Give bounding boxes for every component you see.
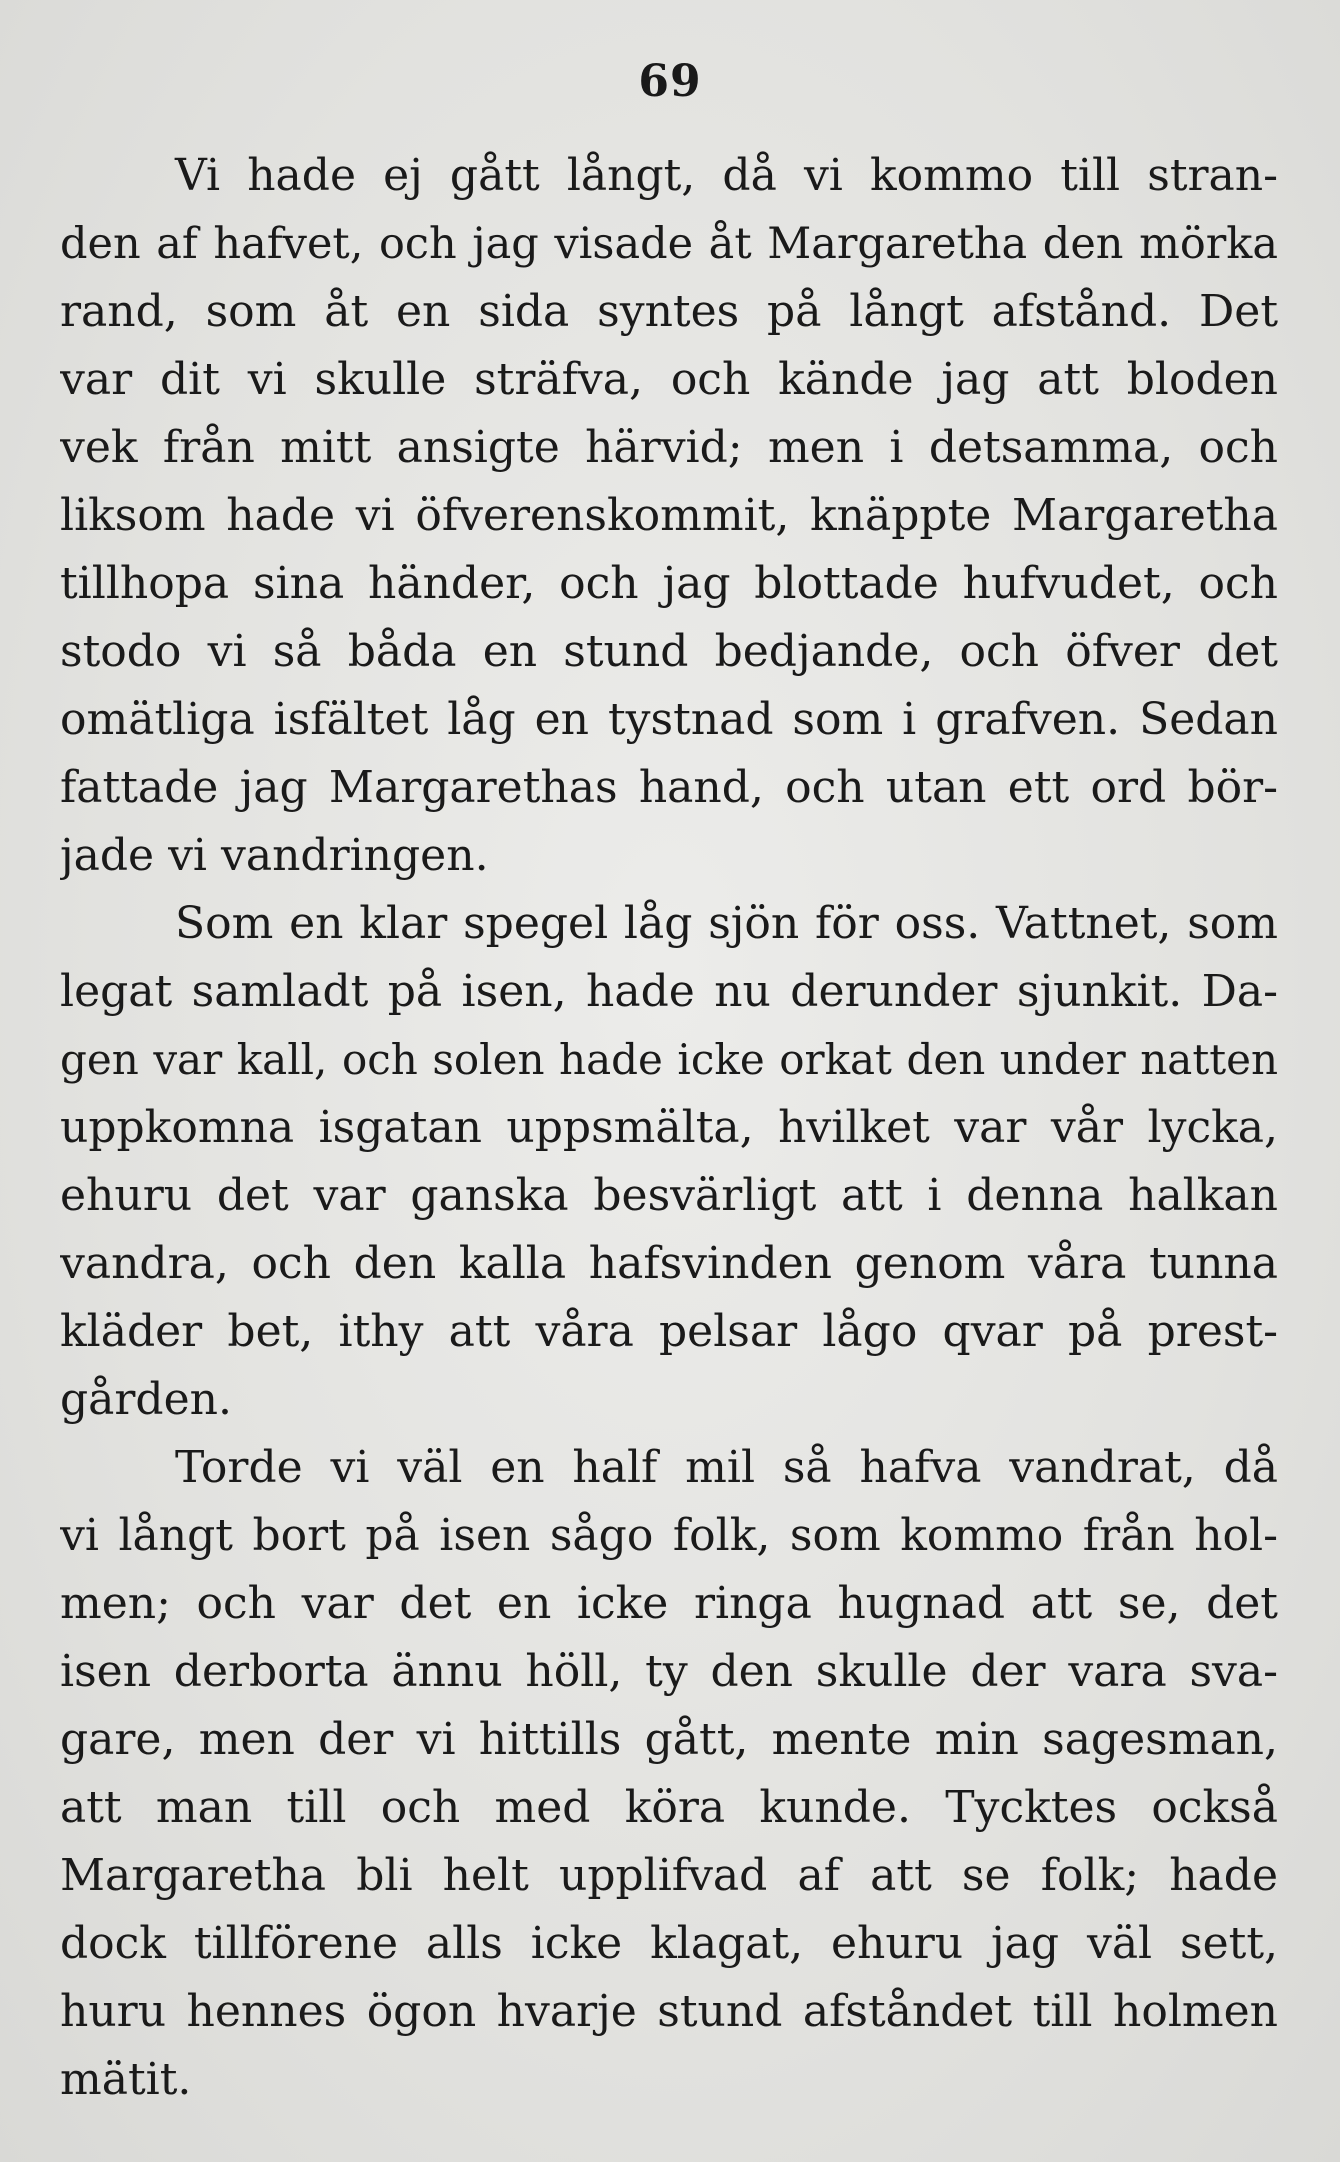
text-line: Torde vi väl en half mil så hafva vandrat, då bbox=[175, 1442, 1278, 1493]
text-line: var dit vi skulle sträfva, och kände jag att bloden bbox=[60, 354, 1278, 405]
text-line: Som en klar spegel låg sjön för oss. Vattnet, som bbox=[175, 898, 1278, 949]
text-line: tillhopa sina händer, och jag blottade hufvudet, och bbox=[60, 558, 1278, 609]
text-line: omätliga isfältet låg en tystnad som i grafven. Sedan bbox=[60, 694, 1278, 745]
text-line: ehuru det var ganska besvärligt att i denna halkan bbox=[60, 1170, 1278, 1221]
text-line: Vi hade ej gått långt, då vi kommo till stran- bbox=[175, 150, 1278, 201]
text-line: jade vi vandringen. bbox=[60, 830, 489, 881]
text-line: vandra, och den kalla hafsvinden genom våra tunna bbox=[60, 1238, 1278, 1289]
text-line: vek från mitt ansigte härvid; men i detsamma, och bbox=[60, 422, 1278, 473]
text-line: vi långt bort på isen sågo folk, som kommo från hol- bbox=[60, 1510, 1278, 1561]
text-line: att man till och med köra kunde. Tycktes också bbox=[60, 1782, 1278, 1833]
text-line: gården. bbox=[60, 1374, 232, 1425]
text-line: rand, som åt en sida syntes på långt afstånd. Det bbox=[60, 286, 1278, 337]
text-line: kläder bet, ithy att våra pelsar lågo qvar på prest- bbox=[60, 1306, 1278, 1357]
text-line: gare, men der vi hittills gått, mente min sagesman, bbox=[60, 1714, 1278, 1765]
text-line: liksom hade vi öfverenskommit, knäppte Margaretha bbox=[60, 490, 1278, 541]
text-line: gen var kall, och solen hade icke orkat den under natten bbox=[60, 1035, 1278, 1084]
text-line: legat samladt på isen, hade nu derunder sjunkit. Da- bbox=[60, 966, 1278, 1017]
text-line: men; och var det en icke ringa hugnad att se, det bbox=[60, 1578, 1278, 1629]
text-line: stodo vi så båda en stund bedjande, och öfver det bbox=[60, 626, 1278, 677]
text-line: huru hennes ögon hvarje stund afståndet till holmen bbox=[60, 1986, 1278, 2037]
text-line: dock tillförene alls icke klagat, ehuru jag väl sett, bbox=[60, 1918, 1278, 1969]
text-line: uppkomna isgatan uppsmälta, hvilket var vår lycka, bbox=[60, 1102, 1278, 1153]
text-line: fattade jag Margarethas hand, och utan ett ord bör- bbox=[60, 762, 1278, 813]
body-text bbox=[60, 142, 1278, 2114]
text-line: Margaretha bli helt upplifvad af att se folk; hade bbox=[60, 1850, 1278, 1901]
text-line: isen derborta ännu höll, ty den skulle der vara sva- bbox=[60, 1646, 1278, 1697]
text-line: mätit. bbox=[60, 2054, 192, 2105]
page-number: 69 bbox=[638, 56, 702, 107]
text-line: den af hafvet, och jag visade åt Margaretha den mörka bbox=[60, 219, 1278, 269]
